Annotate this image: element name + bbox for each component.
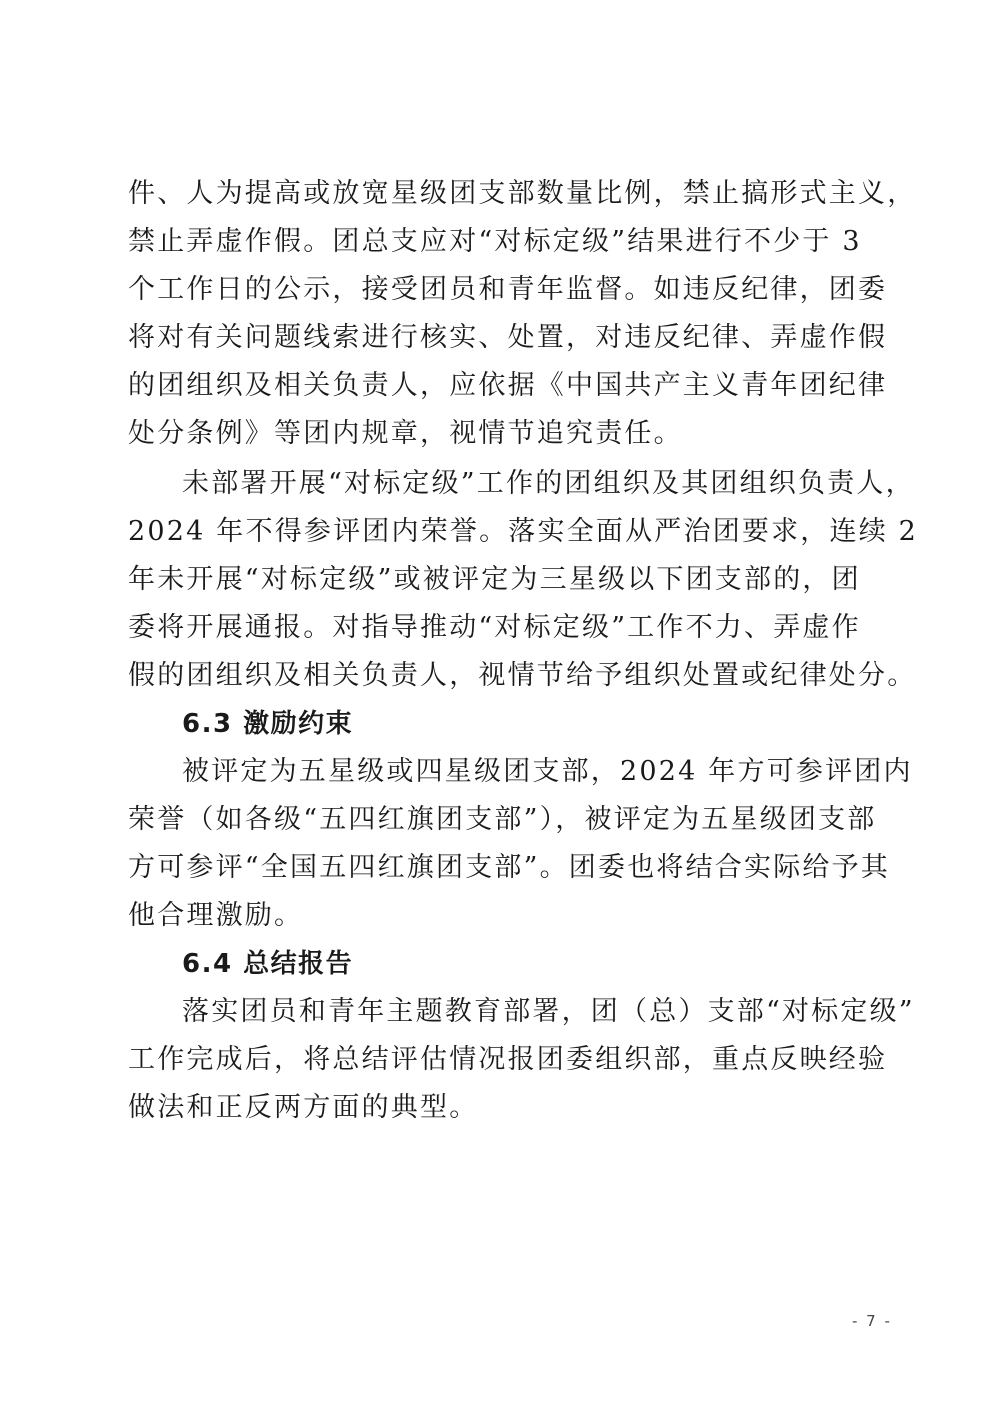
text-line: 工作完成后，将总结评估情况报团委组织部，重点反映经验 (128, 1044, 888, 1075)
text-line: 荣誉（如各级“五四红旗团支部”），被评定为五星级团支部 (128, 804, 877, 835)
text-line: 禁止弄虚作假。团总支应对“对标定级”结果进行不少于 3 (128, 226, 862, 257)
text-line: 的团组织及相关负责人，应依据《中国共产主义青年团纪律 (128, 370, 888, 401)
text-line: 被评定为五星级或四星级团支部，2024 年方可参评团内 (182, 756, 913, 787)
page-number: - 7 - (852, 1312, 892, 1330)
section-heading-6-3: 6.3 激励约束 (182, 709, 354, 739)
text-line: 将对有关问题线索进行核实、处置，对违反纪律、弄虚作假 (128, 322, 888, 353)
text-line: 年未开展“对标定级”或被评定为三星级以下团支部的，团 (128, 564, 861, 595)
text-line: 2024 年不得参评团内荣誉。落实全面从严治团要求，连续 2 (128, 516, 919, 547)
text-line: 方可参评“全国五四红旗团支部”。团委也将结合实际给予其 (128, 852, 891, 883)
section-heading-6-4: 6.4 总结报告 (182, 949, 354, 979)
text-line: 做法和正反两方面的典型。 (128, 1092, 479, 1123)
text-line: 处分条例》等团内规章，视情节追究责任。 (128, 418, 683, 449)
text-line: 未部署开展“对标定级”工作的团组织及其团组织负责人， (182, 468, 915, 499)
text-line: 落实团员和青年主题教育部署，团（总）支部“对标定级” (182, 996, 915, 1027)
text-line: 个工作日的公示，接受团员和青年监督。如违反纪律，团委 (128, 274, 888, 305)
text-line: 件、人为提高或放宽星级团支部数量比例，禁止搞形式主义， (128, 178, 917, 209)
text-line: 假的团组织及相关负责人，视情节给予组织处置或纪律处分。 (128, 660, 917, 691)
text-line: 他合理激励。 (128, 900, 304, 931)
text-line: 委将开展通报。对指导推动“对标定级”工作不力、弄虚作 (128, 612, 861, 643)
